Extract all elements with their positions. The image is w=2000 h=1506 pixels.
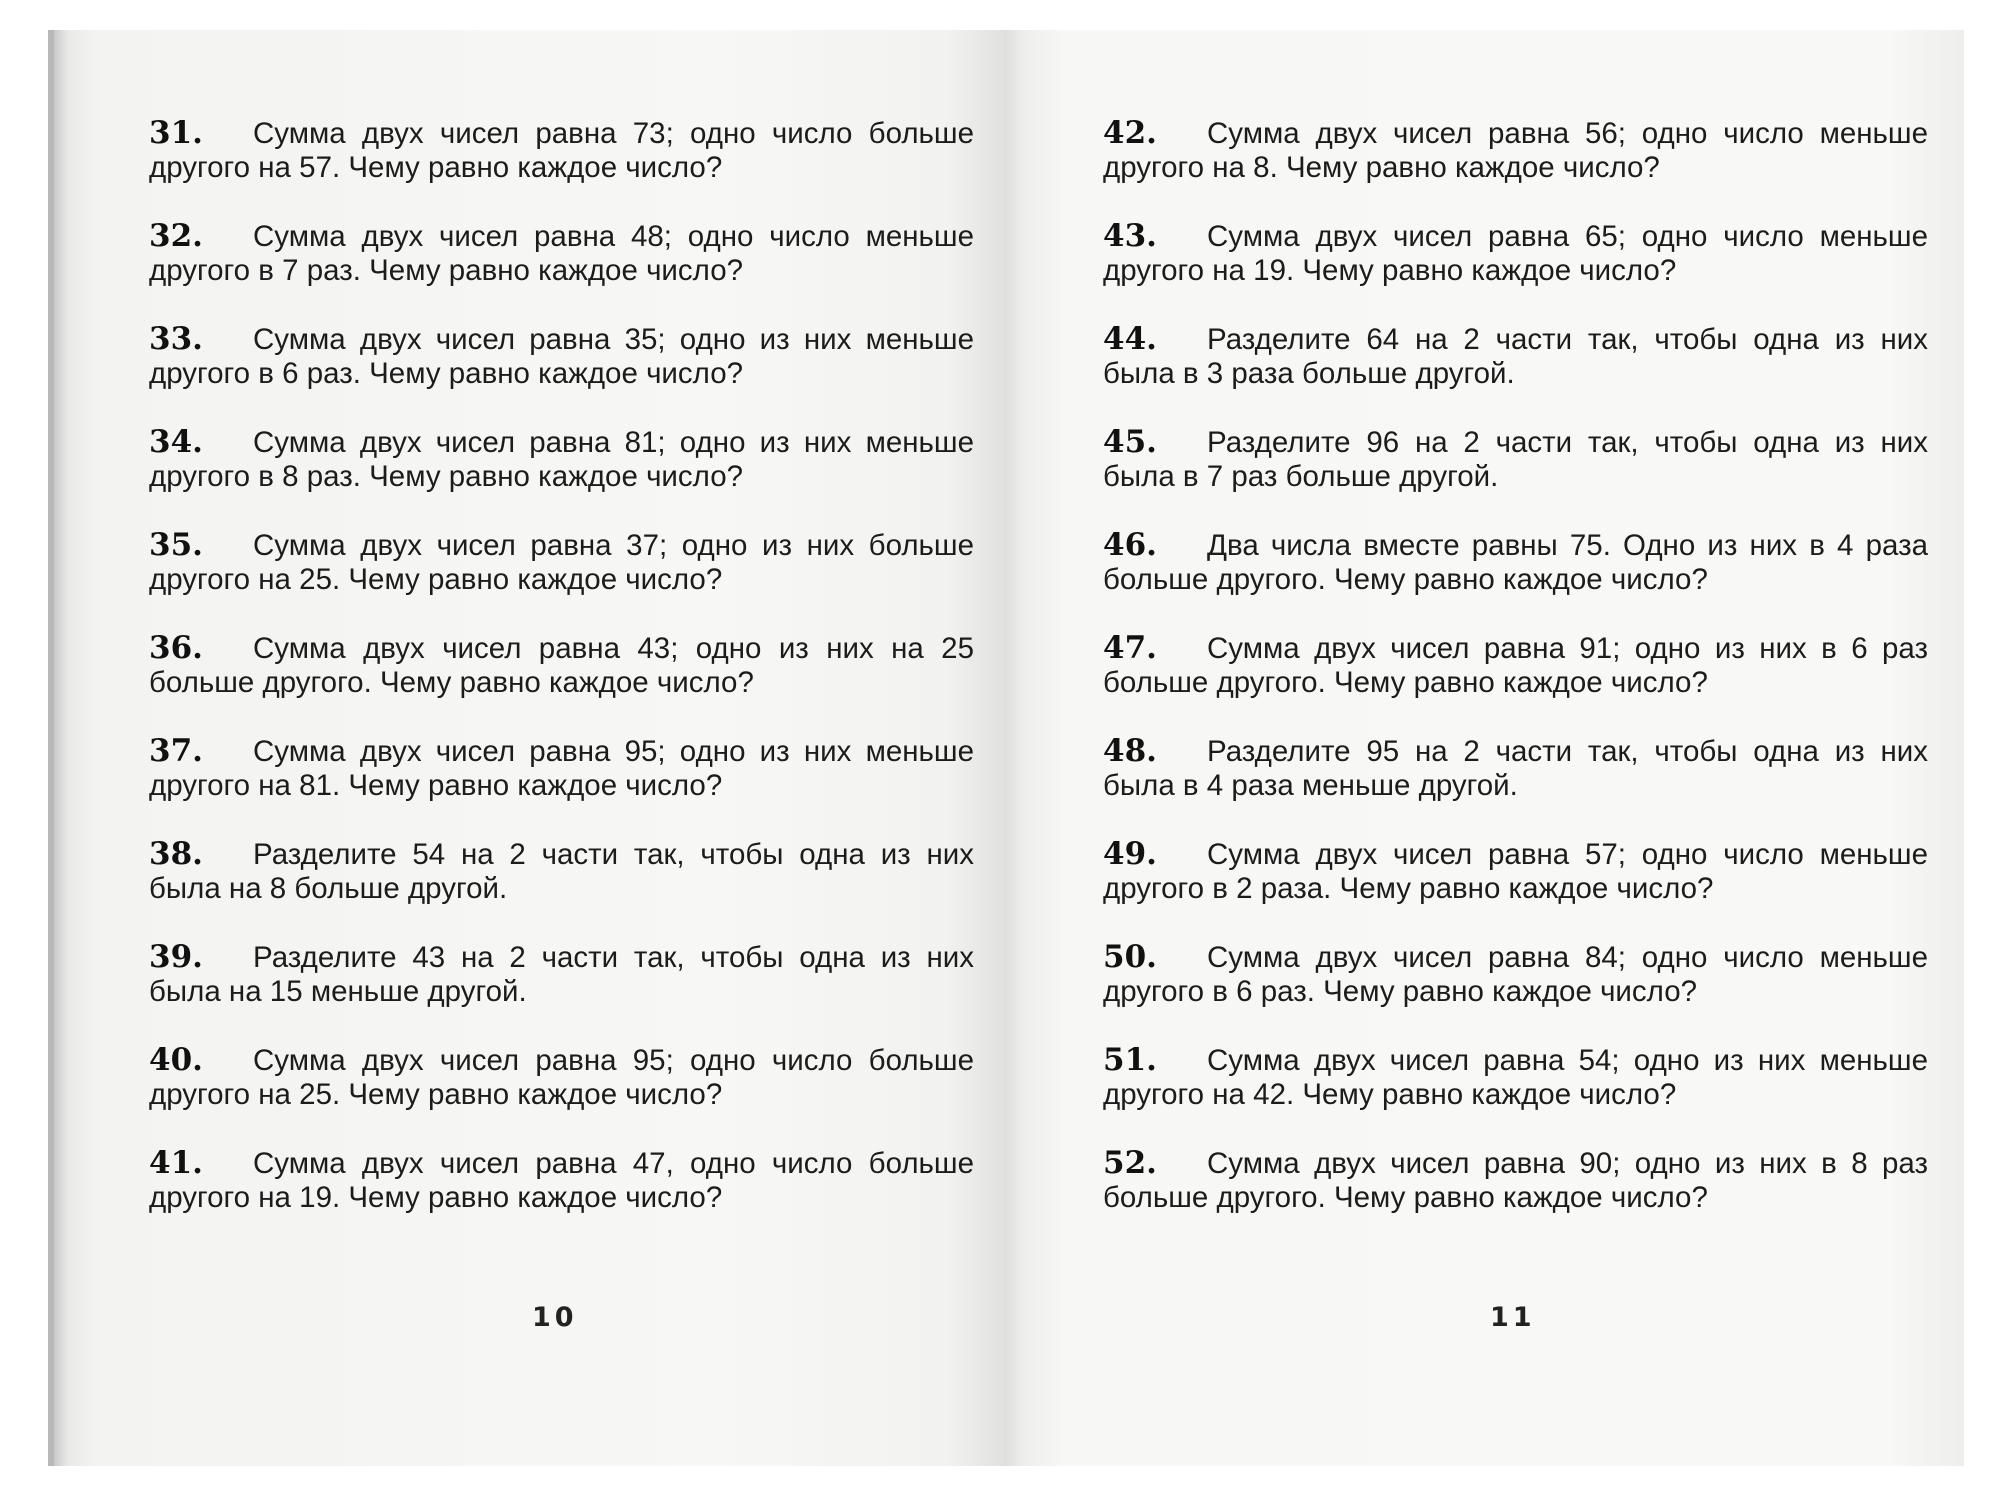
problem-number: 48. bbox=[1103, 733, 1157, 769]
left-page bbox=[48, 30, 1004, 1466]
problem-50 bbox=[1103, 940, 1928, 1043]
problem-number: 44. bbox=[1103, 321, 1157, 357]
problem-number: 33. bbox=[149, 321, 203, 357]
problem-number: 39. bbox=[149, 939, 203, 975]
problem-text: Разделите 95 на 2 части так, чтобы одна из них была в 4 раза меньше другой. bbox=[1103, 735, 1928, 802]
problem-text: Два числа вместе равны 75. Одно из них в 4 раза больше другого. Чему равно каждое число? bbox=[1103, 529, 1928, 596]
problem-43 bbox=[1103, 219, 1928, 322]
problem-text: Сумма двух чисел равна 95; одно число больше другого на 25. Чему равно каждое число? bbox=[149, 1044, 974, 1111]
problem-31 bbox=[149, 116, 974, 219]
problem-text: Разделите 64 на 2 части так, чтобы одна из них была в 3 раза больше другой. bbox=[1103, 323, 1928, 390]
problem-text: Разделите 96 на 2 части так, чтобы одна из них была в 7 раз больше другой. bbox=[1103, 426, 1928, 493]
problem-36 bbox=[149, 631, 974, 734]
problem-number: 51. bbox=[1103, 1042, 1157, 1078]
problem-number: 41. bbox=[149, 1145, 203, 1181]
page-number-right: 11 bbox=[1490, 1302, 1536, 1333]
problem-42 bbox=[1103, 116, 1928, 219]
problem-text: Сумма двух чисел равна 91; одно из них в 6 раз больше другого. Чему равно каждое число? bbox=[1103, 632, 1928, 699]
problem-list-right bbox=[1103, 116, 1928, 1249]
problem-35 bbox=[149, 528, 974, 631]
problem-number: 36. bbox=[149, 630, 203, 666]
problem-text: Сумма двух чисел равна 54; одно из них меньше другого на 42. Чему равно каждое число? bbox=[1103, 1044, 1928, 1111]
problem-number: 49. bbox=[1103, 836, 1157, 872]
problem-38 bbox=[149, 837, 974, 940]
right-page bbox=[1004, 30, 1964, 1466]
problem-44 bbox=[1103, 322, 1928, 425]
problem-number: 40. bbox=[149, 1042, 203, 1078]
problem-49 bbox=[1103, 837, 1928, 940]
problem-number: 31. bbox=[149, 115, 203, 151]
problem-text: Разделите 43 на 2 части так, чтобы одна из них была на 15 меньше другой. bbox=[149, 941, 974, 1008]
problem-list-left bbox=[149, 116, 974, 1249]
problem-text: Сумма двух чисел равна 37; одно из них больше другого на 25. Чему равно каждое число? bbox=[149, 529, 974, 596]
problem-text: Сумма двух чисел равна 81; одно из них меньше другого в 8 раз. Чему равно каждое число? bbox=[149, 426, 974, 493]
problem-text: Сумма двух чисел равна 95; одно из них меньше другого на 81. Чему равно каждое число? bbox=[149, 735, 974, 802]
problem-45 bbox=[1103, 425, 1928, 528]
problem-number: 37. bbox=[149, 733, 203, 769]
problem-text: Сумма двух чисел равна 56; одно число меньше другого на 8. Чему равно каждое число? bbox=[1103, 117, 1928, 184]
problem-52 bbox=[1103, 1146, 1928, 1249]
problem-text: Сумма двух чисел равна 90; одно из них в 8 раз больше другого. Чему равно каждое число? bbox=[1103, 1147, 1928, 1214]
problem-number: 52. bbox=[1103, 1145, 1157, 1181]
problem-text: Сумма двух чисел равна 43; одно из них на 25 больше другого. Чему равно каждое число? bbox=[149, 632, 974, 699]
problem-text: Сумма двух чисел равна 35; одно из них меньше другого в 6 раз. Чему равно каждое число? bbox=[149, 323, 974, 390]
page-number-left: 10 bbox=[532, 1302, 578, 1333]
problem-37 bbox=[149, 734, 974, 837]
problem-text: Сумма двух чисел равна 47, одно число больше другого на 19. Чему равно каждое число? bbox=[149, 1147, 974, 1214]
problem-number: 34. bbox=[149, 424, 203, 460]
problem-33 bbox=[149, 322, 974, 425]
problem-39 bbox=[149, 940, 974, 1043]
problem-text: Сумма двух чисел равна 73; одно число больше другого на 57. Чему равно каждое число? bbox=[149, 117, 974, 184]
problem-number: 45. bbox=[1103, 424, 1157, 460]
problem-number: 32. bbox=[149, 218, 203, 254]
problem-number: 35. bbox=[149, 527, 203, 563]
problem-32 bbox=[149, 219, 974, 322]
problem-text: Сумма двух чисел равна 57; одно число меньше другого в 2 раза. Чему равно каждое число? bbox=[1103, 838, 1928, 905]
problem-number: 38. bbox=[149, 836, 203, 872]
book-spread bbox=[48, 30, 1964, 1466]
problem-text: Сумма двух чисел равна 65; одно число меньше другого на 19. Чему равно каждое число? bbox=[1103, 220, 1928, 287]
problem-number: 46. bbox=[1103, 527, 1157, 563]
problem-34 bbox=[149, 425, 974, 528]
problem-text: Сумма двух чисел равна 84; одно число меньше другого в 6 раз. Чему равно каждое число? bbox=[1103, 941, 1928, 1008]
problem-48 bbox=[1103, 734, 1928, 837]
problem-41 bbox=[149, 1146, 974, 1249]
problem-text: Сумма двух чисел равна 48; одно число меньше другого в 7 раз. Чему равно каждое число? bbox=[149, 220, 974, 287]
problem-number: 47. bbox=[1103, 630, 1157, 666]
problem-47 bbox=[1103, 631, 1928, 734]
problem-number: 43. bbox=[1103, 218, 1157, 254]
problem-text: Разделите 54 на 2 части так, чтобы одна из них была на 8 больше другой. bbox=[149, 838, 974, 905]
problem-number: 50. bbox=[1103, 939, 1157, 975]
problem-40 bbox=[149, 1043, 974, 1146]
problem-51 bbox=[1103, 1043, 1928, 1146]
problem-number: 42. bbox=[1103, 115, 1157, 151]
problem-46 bbox=[1103, 528, 1928, 631]
